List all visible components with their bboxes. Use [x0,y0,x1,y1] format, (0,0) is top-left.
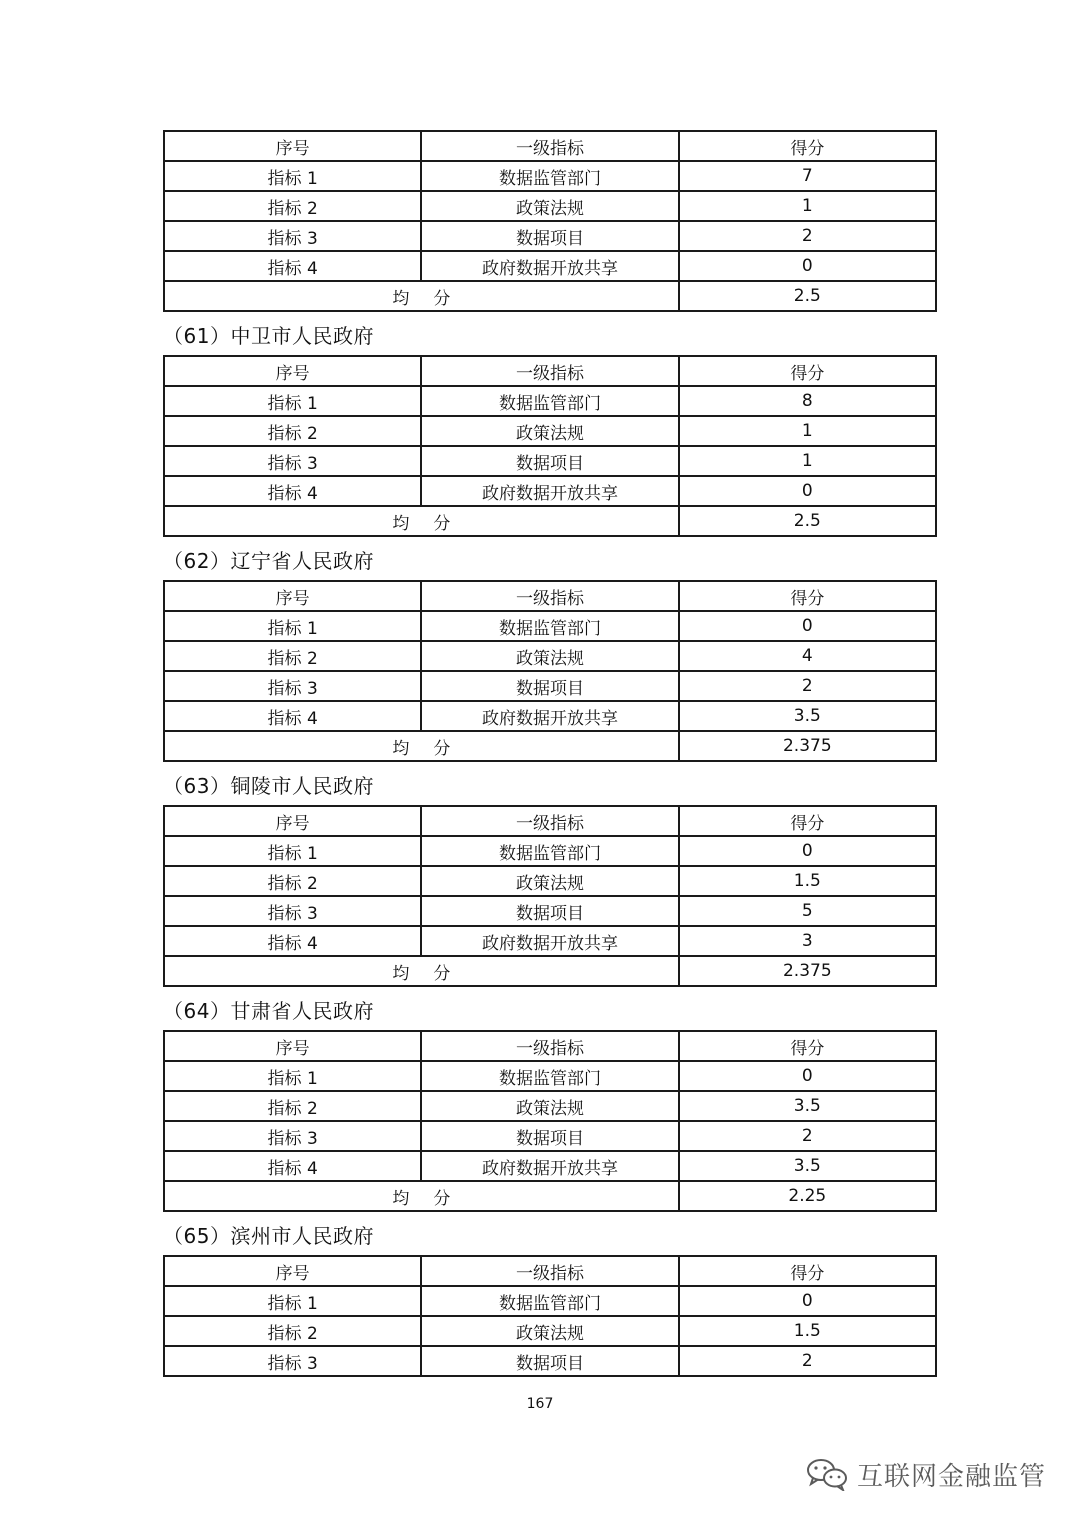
score-table [163,130,937,312]
average-row [164,731,936,761]
average-score: 2.5 [679,506,936,536]
row-index: 指标 3 [164,1346,421,1376]
table-row [164,1061,936,1091]
section-title: （61）中卫市人民政府 [163,324,374,348]
header-index: 序号 [164,581,421,611]
row-score: 0 [679,611,936,641]
table-row [164,476,936,506]
wechat-icon [805,1457,849,1491]
average-row [164,956,936,986]
average-label: 均 分 [164,731,679,761]
row-index: 指标 2 [164,1316,421,1346]
section-title: （62）辽宁省人民政府 [163,549,374,573]
score-table [163,355,937,537]
table-header-row [164,1031,936,1061]
section-title: （65）滨州市人民政府 [163,1224,374,1248]
row-score: 0 [679,1061,936,1091]
table-row [164,446,936,476]
table-row [164,896,936,926]
row-indicator: 政府数据开放共享 [421,251,678,281]
row-score: 0 [679,836,936,866]
section-title: （64）甘肃省人民政府 [163,999,374,1023]
row-indicator: 政策法规 [421,1316,678,1346]
table-row [164,1346,936,1376]
table-row [164,386,936,416]
table-row [164,1091,936,1121]
row-index: 指标 4 [164,926,421,956]
average-row [164,281,936,311]
row-index: 指标 1 [164,836,421,866]
row-score: 3.5 [679,701,936,731]
row-indicator: 数据项目 [421,221,678,251]
section-62 [163,536,937,762]
row-indicator: 政府数据开放共享 [421,1151,678,1181]
header-indicator: 一级指标 [421,1031,678,1061]
header-score: 得分 [679,131,936,161]
table-row [164,416,936,446]
row-indicator: 政府数据开放共享 [421,701,678,731]
row-indicator: 数据监管部门 [421,386,678,416]
row-score: 3 [679,926,936,956]
row-indicator: 数据项目 [421,671,678,701]
row-index: 指标 3 [164,1121,421,1151]
average-score: 2.375 [679,731,936,761]
average-label: 均 分 [164,1181,679,1211]
section-63 [163,761,937,987]
row-indicator: 政策法规 [421,416,678,446]
header-indicator: 一级指标 [421,131,678,161]
row-index: 指标 1 [164,386,421,416]
row-indicator: 政策法规 [421,641,678,671]
row-indicator: 政府数据开放共享 [421,476,678,506]
header-indicator: 一级指标 [421,356,678,386]
row-indicator: 数据监管部门 [421,1061,678,1091]
row-index: 指标 3 [164,671,421,701]
row-index: 指标 4 [164,251,421,281]
average-label: 均 分 [164,506,679,536]
row-index: 指标 2 [164,416,421,446]
row-score: 2 [679,671,936,701]
table-row [164,161,936,191]
score-table [163,805,937,987]
row-indicator: 数据项目 [421,446,678,476]
table-row [164,926,936,956]
table-header-row [164,581,936,611]
row-index: 指标 2 [164,641,421,671]
section-65 [163,1211,937,1377]
average-score: 2.5 [679,281,936,311]
row-score: 1 [679,191,936,221]
row-score: 1.5 [679,866,936,896]
average-row [164,1181,936,1211]
table-row [164,671,936,701]
section-title: （63）铜陵市人民政府 [163,774,374,798]
average-score: 2.25 [679,1181,936,1211]
row-score: 7 [679,161,936,191]
row-score: 1.5 [679,1316,936,1346]
row-index: 指标 4 [164,1151,421,1181]
average-label: 均 分 [164,956,679,986]
row-score: 5 [679,896,936,926]
row-index: 指标 1 [164,1286,421,1316]
row-score: 0 [679,476,936,506]
header-indicator: 一级指标 [421,581,678,611]
average-label: 均 分 [164,281,679,311]
header-score: 得分 [679,581,936,611]
row-score: 1 [679,416,936,446]
table-header-row [164,1256,936,1286]
row-index: 指标 2 [164,191,421,221]
row-score: 4 [679,641,936,671]
table-row [164,701,936,731]
row-indicator: 数据项目 [421,896,678,926]
row-score: 0 [679,1286,936,1316]
table-row [164,221,936,251]
header-index: 序号 [164,1031,421,1061]
header-score: 得分 [679,356,936,386]
row-index: 指标 3 [164,221,421,251]
row-score: 1 [679,446,936,476]
watermark [805,1456,1046,1492]
row-indicator: 政府数据开放共享 [421,926,678,956]
score-table [163,1255,937,1377]
row-indicator: 数据监管部门 [421,161,678,191]
row-index: 指标 1 [164,1061,421,1091]
row-index: 指标 2 [164,1091,421,1121]
row-indicator: 政策法规 [421,866,678,896]
table-row [164,251,936,281]
table-row [164,1316,936,1346]
row-index: 指标 4 [164,701,421,731]
header-index: 序号 [164,1256,421,1286]
section-continued [163,130,937,312]
row-indicator: 政策法规 [421,191,678,221]
table-row [164,191,936,221]
row-score: 8 [679,386,936,416]
average-row [164,506,936,536]
table-header-row [164,356,936,386]
table-header-row [164,131,936,161]
table-row [164,1151,936,1181]
page-number: 167 [526,1396,554,1412]
row-indicator: 数据监管部门 [421,1286,678,1316]
score-table [163,1030,937,1212]
table-header-row [164,806,936,836]
header-indicator: 一级指标 [421,806,678,836]
row-indicator: 数据监管部门 [421,611,678,641]
row-score: 3.5 [679,1151,936,1181]
table-row [164,836,936,866]
header-index: 序号 [164,806,421,836]
row-indicator: 政策法规 [421,1091,678,1121]
header-score: 得分 [679,806,936,836]
row-index: 指标 2 [164,866,421,896]
header-score: 得分 [679,1031,936,1061]
score-table [163,580,937,762]
table-row [164,641,936,671]
row-score: 2 [679,1346,936,1376]
row-indicator: 数据项目 [421,1121,678,1151]
watermark-text: 互联网金融监管 [856,1461,1046,1492]
header-index: 序号 [164,356,421,386]
table-row [164,1121,936,1151]
table-row [164,1286,936,1316]
section-61 [163,311,937,537]
row-index: 指标 3 [164,896,421,926]
row-index: 指标 1 [164,161,421,191]
row-indicator: 数据监管部门 [421,836,678,866]
row-indicator: 数据项目 [421,1346,678,1376]
row-score: 3.5 [679,1091,936,1121]
table-row [164,866,936,896]
average-score: 2.375 [679,956,936,986]
table-row [164,611,936,641]
header-index: 序号 [164,131,421,161]
header-indicator: 一级指标 [421,1256,678,1286]
header-score: 得分 [679,1256,936,1286]
row-score: 2 [679,1121,936,1151]
row-index: 指标 1 [164,611,421,641]
row-score: 2 [679,221,936,251]
row-index: 指标 4 [164,476,421,506]
row-score: 0 [679,251,936,281]
row-index: 指标 3 [164,446,421,476]
section-64 [163,986,937,1212]
